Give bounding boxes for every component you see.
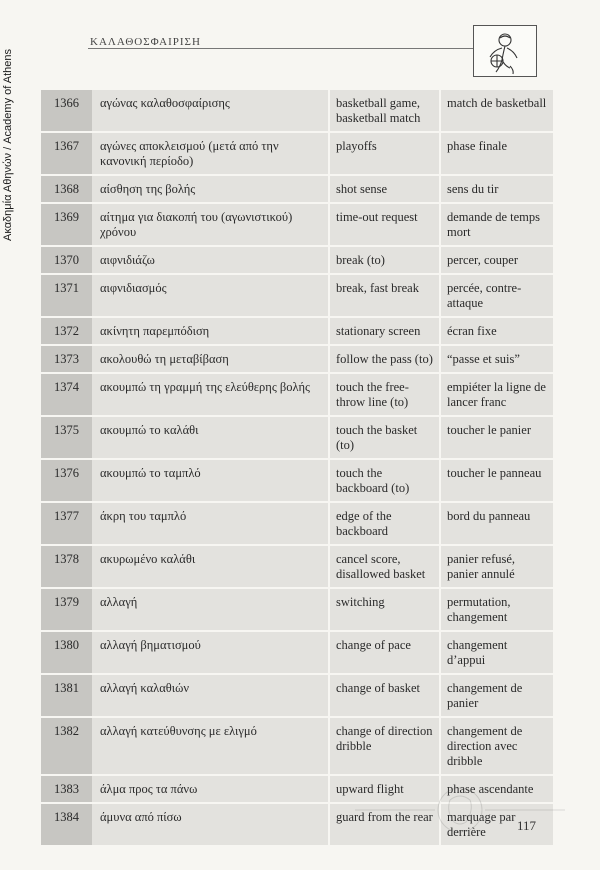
watermark (345, 780, 575, 840)
greek-term: άκρη του ταμπλό (92, 502, 329, 545)
french-term: changement de direction avec dribble (440, 717, 553, 775)
english-term: switching (329, 588, 440, 631)
entry-number: 1376 (41, 459, 92, 502)
entry-number: 1383 (41, 775, 92, 803)
french-term: percer, couper (440, 246, 553, 274)
greek-term: άμυνα από πίσω (92, 803, 329, 846)
greek-term: αλλαγή κατεύθυνσης με ελιγμό (92, 717, 329, 775)
entry-number: 1372 (41, 317, 92, 345)
greek-term: ακουμπώ τη γραμμή της ελεύθερης βολής (92, 373, 329, 416)
glossary-row (41, 90, 553, 132)
french-term: toucher le panier (440, 416, 553, 459)
entry-number: 1378 (41, 545, 92, 588)
english-term: touch the backboard (to) (329, 459, 440, 502)
english-term: cancel score, disallowed basket (329, 545, 440, 588)
entry-number: 1366 (41, 90, 92, 132)
glossary-row (41, 317, 553, 345)
french-term: bord du panneau (440, 502, 553, 545)
french-term: empiéter la ligne de lancer franc (440, 373, 553, 416)
greek-term: ακίνητη παρεμπόδιση (92, 317, 329, 345)
entry-number: 1367 (41, 132, 92, 175)
french-term: permutation, changement (440, 588, 553, 631)
french-term: sens du tir (440, 175, 553, 203)
english-term: guard from the rear (329, 803, 440, 846)
glossary-table (41, 90, 553, 847)
french-term: changement de panier (440, 674, 553, 717)
glossary-row (41, 373, 553, 416)
page-number: 117 (517, 818, 537, 833)
french-term: panier refusé, panier annulé (440, 545, 553, 588)
side-label-text: Ακαδημία Αθηνών / Academy of Athens (2, 48, 14, 242)
glossary-row (41, 459, 553, 502)
glossary-row (41, 203, 553, 246)
french-term: phase ascendante (440, 775, 553, 803)
english-term: change of pace (329, 631, 440, 674)
entry-number: 1380 (41, 631, 92, 674)
entry-number: 1370 (41, 246, 92, 274)
english-term: follow the pass (to) (329, 345, 440, 373)
english-term: break (to) (329, 246, 440, 274)
french-term: changement d’appui (440, 631, 553, 674)
english-term: change of direction dribble (329, 717, 440, 775)
basketball-player-icon (473, 25, 537, 77)
greek-term: αιφνιδιάζω (92, 246, 329, 274)
glossary-row (41, 545, 553, 588)
greek-term: αίτημα για διακοπή του (αγωνιστικού) χρόνου (92, 203, 329, 246)
page-header-title: ΚΑΛΑΘΟΣΦΑΙΡΙΣΗ (90, 36, 201, 48)
french-term: percée, contre-attaque (440, 274, 553, 317)
greek-term: ακουμπώ το καλάθι (92, 416, 329, 459)
french-term: marquage par derrière (440, 803, 553, 846)
french-term: demande de temps mort (440, 203, 553, 246)
french-term: match de basketball (440, 90, 553, 132)
greek-term: ακυρωμένο καλάθι (92, 545, 329, 588)
entry-number: 1384 (41, 803, 92, 846)
entry-number: 1382 (41, 717, 92, 775)
greek-term: ακολουθώ τη μεταβίβαση (92, 345, 329, 373)
french-term: toucher le panneau (440, 459, 553, 502)
glossary-row (41, 132, 553, 175)
greek-term: αλλαγή (92, 588, 329, 631)
entry-number: 1373 (41, 345, 92, 373)
entry-number: 1381 (41, 674, 92, 717)
glossary-row (41, 274, 553, 317)
french-term: phase finale (440, 132, 553, 175)
english-term: break, fast break (329, 274, 440, 317)
entry-number: 1375 (41, 416, 92, 459)
english-term: touch the free-throw line (to) (329, 373, 440, 416)
entry-number: 1377 (41, 502, 92, 545)
greek-term: ακουμπώ το ταμπλό (92, 459, 329, 502)
greek-term: αιφνιδιασμός (92, 274, 329, 317)
english-term: basketball game, basketball match (329, 90, 440, 132)
english-term: stationary screen (329, 317, 440, 345)
english-term: shot sense (329, 175, 440, 203)
english-term: playoffs (329, 132, 440, 175)
entry-number: 1368 (41, 175, 92, 203)
english-term: edge of the backboard (329, 502, 440, 545)
header-rule (88, 48, 496, 49)
greek-term: αίσθηση της βολής (92, 175, 329, 203)
glossary-row (41, 717, 553, 775)
glossary-row (41, 175, 553, 203)
greek-term: άλμα προς τα πάνω (92, 775, 329, 803)
english-term: time-out request (329, 203, 440, 246)
french-term: écran fixe (440, 317, 553, 345)
glossary-row (41, 588, 553, 631)
entry-number: 1371 (41, 274, 92, 317)
greek-term: αλλαγή βηματισμού (92, 631, 329, 674)
english-term: touch the basket (to) (329, 416, 440, 459)
french-term: “passe et suis” (440, 345, 553, 373)
glossary-row (41, 246, 553, 274)
side-label (0, 30, 16, 260)
glossary-row (41, 416, 553, 459)
greek-term: αλλαγή καλαθιών (92, 674, 329, 717)
greek-term: αγώνας καλαθοσφαίρισης (92, 90, 329, 132)
glossary-row (41, 345, 553, 373)
greek-term: αγώνες αποκλεισμού (μετά από την κανονική περίοδο) (92, 132, 329, 175)
glossary-row (41, 674, 553, 717)
entry-number: 1369 (41, 203, 92, 246)
glossary-row (41, 502, 553, 545)
entry-number: 1379 (41, 588, 92, 631)
english-term: change of basket (329, 674, 440, 717)
entry-number: 1374 (41, 373, 92, 416)
english-term: upward flight (329, 775, 440, 803)
glossary-row (41, 631, 553, 674)
